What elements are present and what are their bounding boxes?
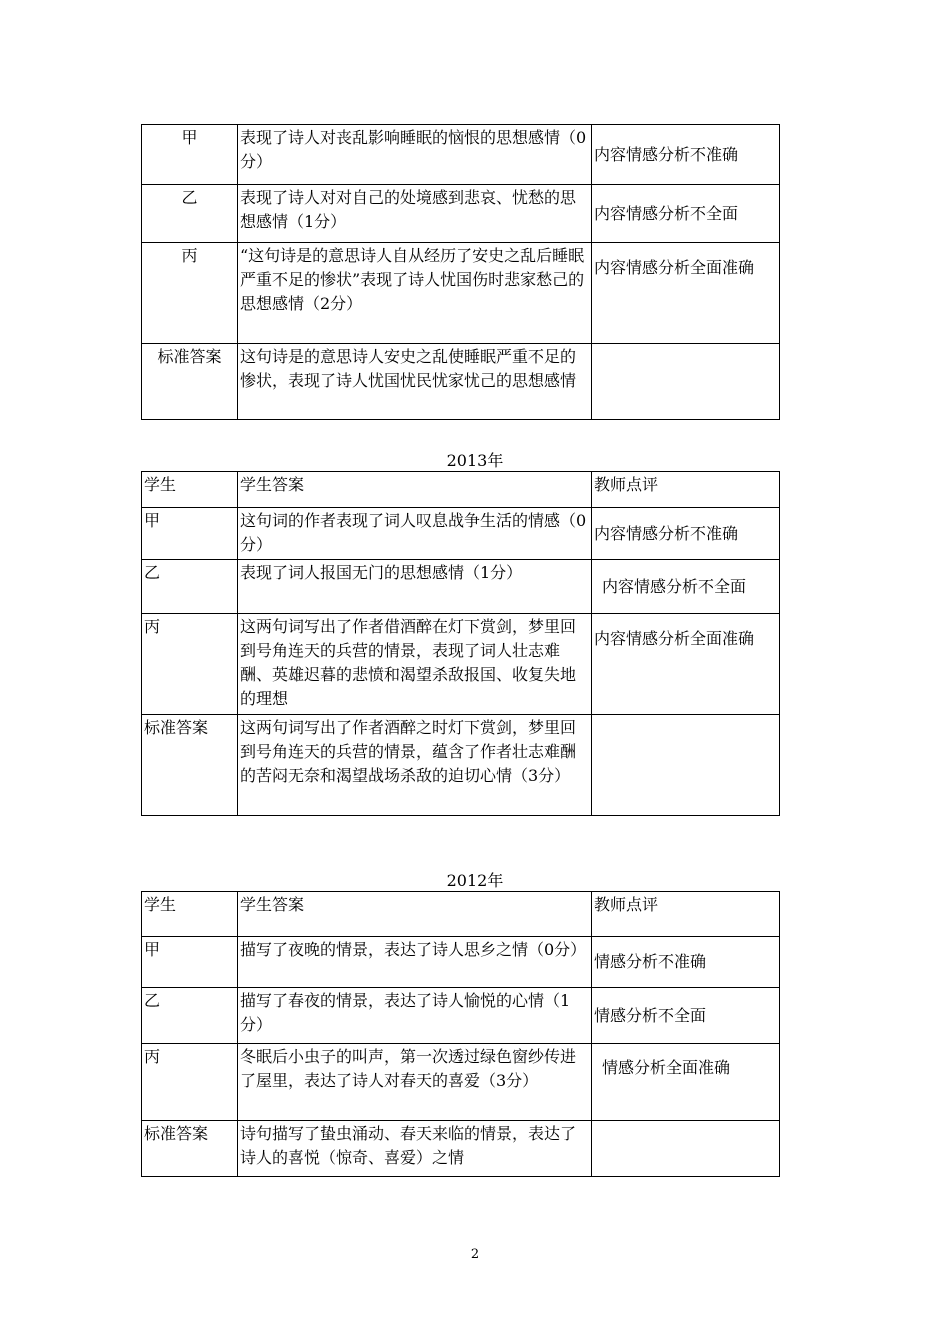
- table-row: [142, 560, 780, 614]
- answer-cell: 表现了词人报国无门的思想感情（1分）: [238, 560, 592, 614]
- table-row: [142, 508, 780, 560]
- answer-cell: 这句词的作者表现了词人叹息战争生活的情感（0分）: [238, 508, 592, 560]
- comment-cell: 情感分析不全面: [592, 988, 780, 1044]
- comment-cell: [592, 344, 780, 420]
- header-student: 学生: [142, 472, 238, 508]
- student-cell: 乙: [142, 988, 238, 1044]
- year-title-2012: 2012年: [446, 871, 504, 890]
- header-comment: 教师点评: [592, 892, 780, 937]
- table-row: [142, 1044, 780, 1121]
- comment-cell: [592, 715, 780, 816]
- student-cell: 乙: [142, 560, 238, 614]
- student-cell: 标准答案: [142, 715, 238, 816]
- answers-table-continued: [141, 124, 780, 420]
- student-cell: 甲: [142, 125, 238, 185]
- table-row: [142, 125, 780, 185]
- table-row: [142, 243, 780, 344]
- table-header-row: [142, 892, 780, 937]
- header-student: 学生: [142, 892, 238, 937]
- table-row: [142, 715, 780, 816]
- student-cell: 乙: [142, 185, 238, 243]
- comment-cell: 情感分析全面准确: [592, 1044, 780, 1121]
- comment-cell: 内容情感分析不准确: [592, 125, 780, 185]
- table-row: [142, 937, 780, 988]
- comment-cell: 内容情感分析不准确: [592, 508, 780, 560]
- student-cell: 丙: [142, 614, 238, 715]
- comment-cell: 情感分析不准确: [592, 937, 780, 988]
- comment-cell: 内容情感分析不全面: [592, 185, 780, 243]
- answer-cell: 表现了诗人对丧乱影响睡眠的恼恨的思想感情（0分）: [238, 125, 592, 185]
- student-cell: 甲: [142, 937, 238, 988]
- student-cell: 丙: [142, 243, 238, 344]
- header-answer: 学生答案: [238, 472, 592, 508]
- table-row: [142, 185, 780, 243]
- answer-cell: 这句诗是的意思诗人安史之乱使睡眠严重不足的惨状，表现了诗人忧国忧民忧家忧己的思想感情: [238, 344, 592, 420]
- answer-cell: 描写了夜晚的情景，表达了诗人思乡之情（0分）: [238, 937, 592, 988]
- answer-cell: 表现了诗人对对自己的处境感到悲哀、忧愁的思想感情（1分）: [238, 185, 592, 243]
- student-cell: 丙: [142, 1044, 238, 1121]
- page-number: 2: [470, 1247, 480, 1262]
- answer-cell: 这两句词写出了作者借酒醉在灯下赏剑，梦里回到号角连天的兵营的情景，表现了词人壮志难酬、英雄迟暮的悲愤和渴望杀敌报国、收复失地的理想: [238, 614, 592, 715]
- table-row: [142, 614, 780, 715]
- header-comment: 教师点评: [592, 472, 780, 508]
- comment-cell: 内容情感分析不全面: [592, 560, 780, 614]
- answer-cell: “这句诗是的意思诗人自从经历了安史之乱后睡眠严重不足的惨状”表现了诗人忧国伤时悲家愁己的思想感情（2分）: [238, 243, 592, 344]
- table-header-row: [142, 472, 780, 508]
- answers-table-2012: [141, 891, 780, 1177]
- answer-cell: 描写了春夜的情景，表达了诗人愉悦的心情（1分）: [238, 988, 592, 1044]
- year-title-2013: 2013年: [446, 451, 504, 470]
- student-cell: 甲: [142, 508, 238, 560]
- comment-cell: 内容情感分析全面准确: [592, 243, 780, 344]
- student-cell: 标准答案: [142, 344, 238, 420]
- answer-cell: 诗句描写了蛰虫涌动、春天来临的情景，表达了诗人的喜悦（惊奇、喜爱）之情: [238, 1121, 592, 1177]
- answer-cell: 冬眠后小虫子的叫声，第一次透过绿色窗纱传进了屋里，表达了诗人对春天的喜爱（3分）: [238, 1044, 592, 1121]
- student-cell: 标准答案: [142, 1121, 238, 1177]
- header-answer: 学生答案: [238, 892, 592, 937]
- answer-cell: 这两句词写出了作者酒醉之时灯下赏剑，梦里回到号角连天的兵营的情景，蕴含了作者壮志难酬的苦闷无奈和渴望战场杀敌的迫切心情（3分）: [238, 715, 592, 816]
- table-row: [142, 344, 780, 420]
- answers-table-2013: [141, 471, 780, 816]
- table-row: [142, 1121, 780, 1177]
- comment-cell: 内容情感分析全面准确: [592, 614, 780, 715]
- comment-cell: [592, 1121, 780, 1177]
- table-row: [142, 988, 780, 1044]
